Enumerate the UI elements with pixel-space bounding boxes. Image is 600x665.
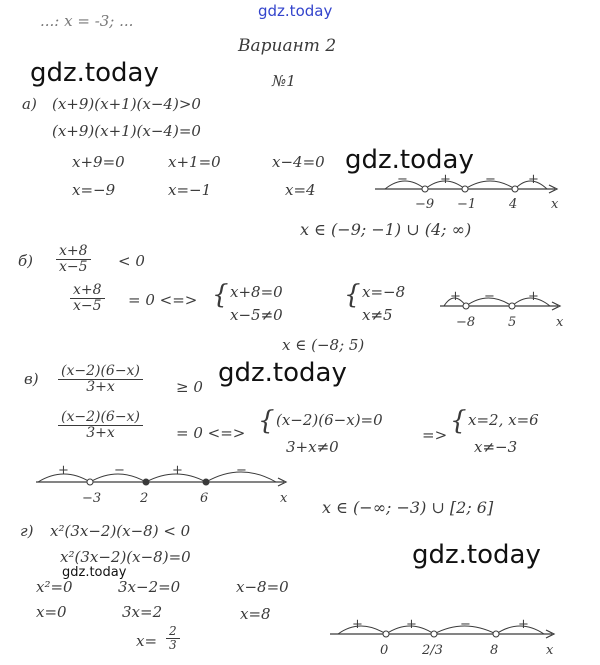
watermark-2: gdz.today <box>345 145 474 175</box>
axis-variable: x <box>556 315 564 330</box>
part-b-answer: x ∈ (−8; 5) <box>282 336 365 354</box>
point-open <box>431 631 437 637</box>
part-d-equation: x²(3x−2)(x−8)=0 <box>60 548 191 566</box>
point-label: 8 <box>490 643 499 658</box>
part-d-root-fraction <box>166 625 180 652</box>
watermark-1: gdz.today <box>30 58 159 88</box>
point-label: −8 <box>456 315 476 330</box>
part-d-factor3-eq: x−8=0 <box>236 578 289 596</box>
point-label: −9 <box>415 197 435 212</box>
fraction-denominator: x−5 <box>73 298 102 315</box>
point-label: 4 <box>509 197 518 212</box>
part-d-inequality: x²(3x−2)(x−8) < 0 <box>50 522 191 540</box>
point-open <box>462 186 468 192</box>
part-a-factor1-root: x=−9 <box>72 181 116 199</box>
cut-off-line: ...: x = -3; ... <box>40 12 134 30</box>
part-b-equation-rel: = 0 <=> <box>128 291 198 309</box>
part-a-answer: x ∈ (−9; −1) ∪ (4; ∞) <box>300 220 472 239</box>
part-c-sys1-line1: (x−2)(6−x)=0 <box>276 411 383 429</box>
sign-3: + <box>518 617 529 632</box>
part-d-factor2-eq: 3x−2=0 <box>118 578 181 596</box>
watermark-4: gdz.today <box>412 540 541 570</box>
part-d-factor1-root: x=0 <box>36 603 67 621</box>
point-label: 2 <box>140 491 149 506</box>
sign-1: − <box>114 463 125 478</box>
sign-0: − <box>397 172 408 187</box>
part-c-number-line <box>36 462 296 508</box>
sign-0: + <box>450 289 461 304</box>
sign-1: − <box>484 289 495 304</box>
part-c-sys2-line2: x≠−3 <box>474 438 518 456</box>
point-label: 6 <box>200 491 209 506</box>
part-b-sys1-line1: x+8=0 <box>230 283 283 301</box>
watermark-5: gdz.today <box>62 565 127 580</box>
point-open <box>463 303 469 309</box>
part-b-number-line <box>440 289 570 334</box>
point-open <box>493 631 499 637</box>
part-a-factor1-eq: x+9=0 <box>72 153 125 171</box>
system-brace: { <box>344 280 361 310</box>
system-brace: { <box>212 280 229 310</box>
sign-2: + <box>172 463 183 478</box>
part-c-answer: x ∈ (−∞; −3) ∪ [2; 6] <box>322 498 494 517</box>
part-b-inequality-fraction <box>56 244 91 276</box>
axis-variable: x <box>551 197 559 212</box>
part-d-factor1-eq: x²=0 <box>36 578 73 596</box>
part-d-number-line <box>330 618 570 664</box>
point-label: 0 <box>380 643 389 658</box>
part-a-number-line <box>375 172 565 215</box>
part-a-equation: (x+9)(x+1)(x−4)=0 <box>52 122 201 140</box>
system-brace: { <box>258 406 275 436</box>
part-c-equation-fraction <box>58 410 143 442</box>
part-c-inequality-rel: ≥ 0 <box>176 378 203 396</box>
point-open <box>87 479 93 485</box>
part-a-factor2-eq: x+1=0 <box>168 153 221 171</box>
fraction-denominator: 3 <box>169 638 177 653</box>
watermark-top: gdz.today <box>258 2 333 20</box>
axis-variable: x <box>546 643 554 658</box>
axis-variable: x <box>280 491 288 506</box>
fraction-denominator: 3+x <box>86 379 115 396</box>
sign-1: + <box>440 172 451 187</box>
point-open <box>512 186 518 192</box>
part-b-equation-fraction <box>70 283 105 315</box>
system-brace: { <box>450 406 467 436</box>
part-a-factor3-root: x=4 <box>285 181 316 199</box>
sign-0: + <box>58 463 69 478</box>
part-b-label: б) <box>18 252 34 270</box>
part-d-factor2-step: 3x=2 <box>122 603 163 621</box>
part-c-inequality-fraction <box>58 364 143 396</box>
part-a-factor3-eq: x−4=0 <box>272 153 325 171</box>
point-filled <box>203 479 210 486</box>
point-label: 5 <box>508 315 517 330</box>
part-a-inequality: (x+9)(x+1)(x−4)>0 <box>52 95 201 113</box>
part-c-label: в) <box>24 370 39 388</box>
point-label: −3 <box>82 491 102 506</box>
part-a-factor2-root: x=−1 <box>168 181 212 199</box>
sign-2: − <box>460 617 471 632</box>
part-c-sys2-line1: x=2, x=6 <box>468 411 539 429</box>
part-d-factor3-root: x=8 <box>240 605 271 623</box>
part-c-equation-rel: = 0 <=> <box>176 424 246 442</box>
fraction-denominator: x−5 <box>59 259 88 276</box>
part-d-label: г) <box>20 522 34 540</box>
task-number: №1 <box>272 72 296 90</box>
fraction-numerator: (x−2)(6−x) <box>61 409 140 425</box>
part-b-sys1-line2: x−5≠0 <box>230 306 283 324</box>
sign-2: + <box>528 289 539 304</box>
part-b-inequality-rel: < 0 <box>118 252 145 270</box>
part-b-sys2-line2: x≠5 <box>362 306 393 324</box>
fraction-numerator: x+8 <box>73 282 102 298</box>
point-label: −1 <box>457 197 477 212</box>
fraction-numerator: (x−2)(6−x) <box>61 363 140 379</box>
point-open <box>383 631 389 637</box>
sign-2: − <box>485 172 496 187</box>
part-c-implies: => <box>422 426 448 444</box>
part-c-sys1-line2: 3+x≠0 <box>286 438 339 456</box>
point-open <box>422 186 428 192</box>
sign-3: + <box>528 172 539 187</box>
watermark-3: gdz.today <box>218 358 347 388</box>
point-label: 2/3 <box>422 643 443 658</box>
part-a-label: а) <box>22 95 37 113</box>
part-d-factor2-root: x= <box>136 632 158 650</box>
sign-1: + <box>406 617 417 632</box>
sign-0: + <box>352 617 363 632</box>
fraction-denominator: 3+x <box>86 425 115 442</box>
part-b-sys2-line1: x=−8 <box>362 283 406 301</box>
variant-heading: Вариант 2 <box>238 36 337 56</box>
point-filled <box>143 479 150 486</box>
sign-3: − <box>236 463 247 478</box>
point-open <box>509 303 515 309</box>
fraction-numerator: 2 <box>169 624 177 638</box>
fraction-numerator: x+8 <box>59 243 88 259</box>
